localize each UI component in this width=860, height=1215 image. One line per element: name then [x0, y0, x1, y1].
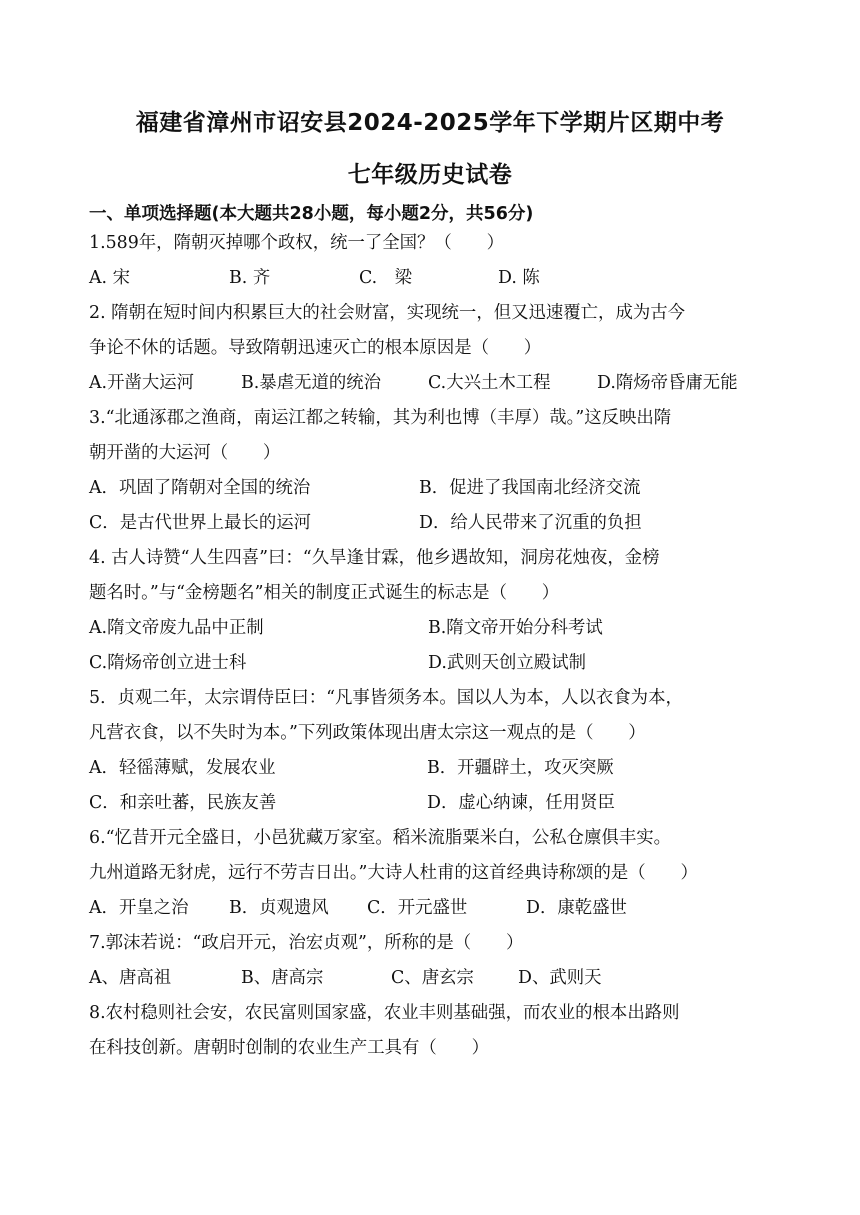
section-heading: 一、单项选择题(本大题共28小题，每小题2分，共56分) [89, 204, 534, 224]
option-d: D、武则天 [518, 968, 602, 988]
exam-title-line1: 福建省漳州市诏安县2024-2025学年下学期片区期中考 [135, 110, 725, 136]
question-7-stem: 7.郭沫若说：“政启开元，治宏贞观”，所称的是（ ） [89, 933, 524, 953]
option-b: B．促进了我国南北经济交流 [419, 478, 641, 498]
option-c: C．和亲吐蕃，民族友善 [89, 793, 277, 813]
option-a: A.开凿大运河 [89, 373, 195, 393]
question-3-stem-line2: 朝开凿的大运河（ ） [89, 443, 281, 463]
option-b: B.隋文帝开始分科考试 [428, 618, 603, 638]
question-2-stem-line2: 争论不休的话题。导致隋朝迅速灭亡的根本原因是（ ） [89, 338, 542, 358]
question-8-stem-line1: 8.农村稳则社会安，农民富则国家盛，农业丰则基础强，而农业的根本出路则 [89, 1003, 680, 1023]
question-4-stem-line2: 题名时。”与“金榜题名”相关的制度正式诞生的标志是（ ） [89, 583, 560, 603]
option-b: B. 齐 [229, 268, 271, 288]
question-5-stem-line1: 5．贞观二年，太宗谓侍臣曰：“凡事皆须务本。国以人为本，人以衣食为本， [89, 688, 683, 708]
question-2-stem-line1: 2. 隋朝在短时间内积累巨大的社会财富，实现统一，但又迅速覆亡，成为古今 [89, 303, 686, 323]
option-a: A. 宋 [89, 268, 131, 288]
option-b: B.暴虐无道的统治 [241, 373, 382, 393]
option-c: C、唐玄宗 [391, 968, 474, 988]
option-d: D．虚心纳谏，任用贤臣 [427, 793, 615, 813]
question-6-stem-line2: 九州道路无豺虎，远行不劳吉日出。”大诗人杜甫的这首经典诗称颂的是（ ） [89, 863, 698, 883]
option-a: A.隋文帝废九品中正制 [89, 618, 264, 638]
question-3-stem-line1: 3.“北通涿郡之渔商，南运江都之转输，其为利也博（丰厚）哉。”这反映出隋 [89, 408, 672, 428]
option-b: B．开疆辟土，攻灭突厥 [427, 758, 614, 778]
option-c: C.大兴土木工程 [428, 373, 551, 393]
question-1-stem: 1.589年，隋朝灭掉哪个政权，统一了全国？（ ） [89, 233, 504, 253]
question-8-stem-line2: 在科技创新。唐朝时创制的农业生产工具有（ ） [89, 1038, 489, 1058]
option-d: D．康乾盛世 [526, 898, 627, 918]
option-b: B、唐高宗 [241, 968, 324, 988]
option-d: D.武则天创立殿试制 [428, 653, 586, 673]
option-a: A．开皇之治 [89, 898, 189, 918]
option-b: B．贞观遗风 [229, 898, 329, 918]
option-c: C.隋炀帝创立进士科 [89, 653, 247, 673]
question-6-stem-line1: 6.“忆昔开元全盛日，小邑犹藏万家室。稻米流脂粟米白，公私仓廪俱丰实。 [89, 828, 671, 848]
question-4-stem-line1: 4. 古人诗赞“人生四喜”曰：“久旱逢甘霖，他乡遇故知，洞房花烛夜，金榜 [89, 548, 660, 568]
option-a: A．巩固了隋朝对全国的统治 [89, 478, 311, 498]
exam-title-line2: 七年级历史试卷 [347, 162, 513, 188]
option-a: A．轻徭薄赋，发展农业 [89, 758, 276, 778]
option-d: D．给人民带来了沉重的负担 [419, 513, 642, 533]
option-c: C．开元盛世 [367, 898, 468, 918]
question-5-stem-line2: 凡营衣食，以不失时为本。”下列政策体现出唐太宗这一观点的是（ ） [89, 723, 646, 743]
option-c: C. 梁 [359, 268, 412, 288]
option-c: C．是古代世界上最长的运河 [89, 513, 311, 533]
option-d: D. 陈 [498, 268, 540, 288]
option-a: A、唐高祖 [89, 968, 172, 988]
option-d: D.隋炀帝昏庸无能 [597, 373, 738, 393]
